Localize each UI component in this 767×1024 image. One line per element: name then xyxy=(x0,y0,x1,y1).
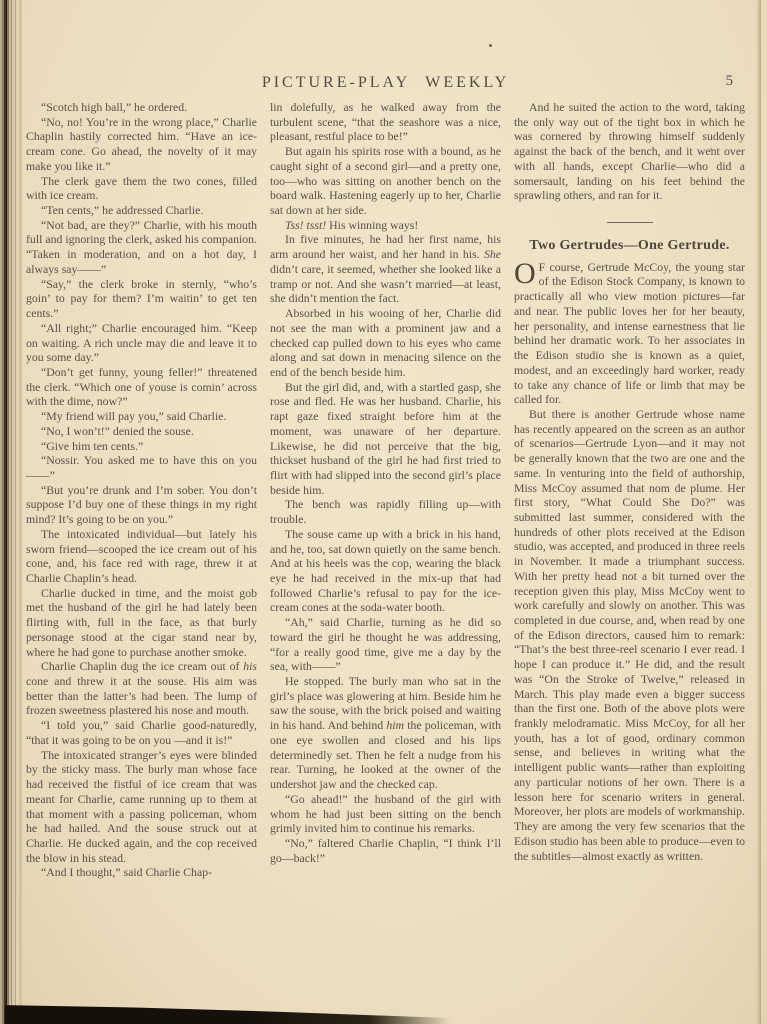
paragraph: The intoxicated individual—but lately his sworn friend—scooped the ice cream out of his cone, and, his face red with rage, threw it at Charlie Chaplin’s head. xyxy=(26,526,257,585)
paragraph: The bench was rapidly filling up—with trouble. xyxy=(270,497,501,527)
page-content xyxy=(26,0,745,880)
page-header xyxy=(26,0,745,100)
paragraph: But there is another Gertrude whose name has recently appeared on the screen as an author of scenarios—Gertrude Lyon—and it may not be generally known that the two are one and the same. In venturing into the field of authorship, Miss McCoy assumed that nom de plume. Her first story, “What Could She Do?” was submitted last summer, considered with the hundreds of other plots received at the Edison studio, was accepted, and produced in three reels in November. It made a triumphant success. With her pretty head not a bit turned over the reception given this play, Miss McCoy went to work carefully and slowly on another. This was completed in due course, and, when read by one of the Edison directors, caused him to remark: “That’s the best three-reel scenario I ever read. I hope I can produce it.” He did, and the result was “On the Stroke of Twelve,” released in March. This play made even a bigger success than the first one. Both of the above plots were frankly melodramatic. Miss McCoy, for all her youth, has a lot of good, ordinary common sense, and believes in writing what the intelligent public wants—rather than exploiting any particular notions of her own. There is a lesson here for scenario writers in general. Moreover, her plots are models of workmanship. They are among the very few scenarios that the Edison studio has been able to produce—even to the subtitles—almost exactly as written. xyxy=(514,406,745,863)
column-2 xyxy=(270,100,501,880)
text-columns xyxy=(26,100,745,880)
paragraph: The clerk gave them the two cones, filled with ice cream. xyxy=(26,173,257,203)
paragraph: Absorbed in his wooing of her, Charlie did not see the man with a prominent jaw and a checked cap pulled down to his eyes who came along and sat down in menacing silence on the end of the bench beside him. xyxy=(270,306,501,379)
paragraph: “Say,” the clerk broke in sternly, “who’s goin’ to pay for them? I’m waitin’ to get ten cents.” xyxy=(26,276,257,321)
paragraph: “Go ahead!” the husband of the girl with whom he had just been sitting on the bench grimly invited him to continue his remarks. xyxy=(270,791,501,836)
paragraph: The souse came up with a brick in his hand, and he, too, sat down quietly on the same bench. And at his heels was the cop, wearing the black eye he had received in the mix-up that had followed Charlie’s refusal to pay for the ice-cream cones at the soda-water booth. xyxy=(270,526,501,615)
scan-gutter-edge xyxy=(0,0,22,1024)
scan-bottom-edge xyxy=(5,1003,450,1024)
scan-right-edge xyxy=(756,0,761,1024)
section-divider xyxy=(607,222,653,223)
paragraph: “But you’re drunk and I’m sober. You don’t suppose I’d buy one of these things in my right mind? It’s going to be on you.” xyxy=(26,482,257,527)
paragraph: “My friend will pay you,” said Charlie. xyxy=(41,409,227,424)
column-1 xyxy=(26,100,257,880)
section-heading: Two Gertrudes—One Gertrude. xyxy=(529,238,730,254)
paragraph xyxy=(514,256,745,407)
dropcap-letter: O xyxy=(514,256,536,290)
paragraph: He stopped. The burly man who sat in the girl’s place was glowering at him. Beside him he saw the souse, with the brick poised and waiting in his hand. And behind him the policeman, with one eye swollen and closed and his lips determinedly set. Then he felt a nudge from his rear. Turning, he looked at the owner of the undershot jaw and the checked cap. xyxy=(270,674,501,792)
paragraph: But again his spirits rose with a bound, as he caught sight of a second girl—and a pretty one, too—who was sitting on another bench on the board walk. Hastening eagerly up to her, Charlie sat down at her side. xyxy=(270,144,501,218)
section-body xyxy=(514,407,745,863)
page-number: 5 xyxy=(725,73,733,89)
paragraph-text: F course, Gertrude McCoy, the young star of the Edison Stock Company, is known to practically all who view motion pictures—far and near. The public loves her for her beauty, her personality, and intense earnestness that lie behind her dramatic work. To her associates in the Edison studio she is known as a quiet, modest, and an exceedingly hard worker, ready to take any chance of life or limb that may be called for. xyxy=(514,259,745,407)
paragraph: “Don’t get funny, young feller!” threatened the clerk. “Which one of youse is comin’ across with the dime, now?” xyxy=(26,364,257,409)
paragraph: “Not bad, are they?” Charlie, with his mouth full and ignoring the clerk, asked his companion. “Taken in moderation, and on a hot day, I always say——” xyxy=(26,217,257,276)
paragraph: Charlie ducked in time, and the moist gob met the husband of the girl he had lately been flirting with, full in the face, as that burly personage stood at the cigar stand near by, where he had gone to purchase another smoke. xyxy=(26,585,257,659)
paragraph: “All right;” Charlie encouraged him. “Keep on waiting. A rich uncle may die and leave it to you some day.” xyxy=(26,320,257,365)
paragraph: “Ten cents,” he addressed Charlie. xyxy=(41,203,204,218)
paragraph: “No, no! You’re in the wrong place,” Charlie Chaplin hastily corrected him. “Have an ice-cream cone. Go ahead, the novelty of it may make you like it.” xyxy=(26,114,257,173)
paragraph: “I told you,” said Charlie good-naturedly, “that it was going to be on you —and it is!” xyxy=(26,718,257,747)
story-text xyxy=(26,100,257,880)
paragraph: “And I thought,” said Charlie Chap- xyxy=(41,865,213,880)
paragraph: The intoxicated stranger’s eyes were blinded by the sticky mass. The burly man whose face had received the fistful of ice cream that was meant for Charlie, came running up to them at that moment with a passing policeman, whom he had hailed. And the souse struck out at Charlie. He ducked again, and the cop received the blow in his stead. xyxy=(26,747,257,865)
paragraph: “Give him ten cents.” xyxy=(41,438,144,453)
paragraph: “No,” faltered Charlie Chaplin, “I think I’ll go—back!” xyxy=(270,835,501,865)
paragraph: “No, I won’t!” denied the souse. xyxy=(41,423,194,438)
paragraph: “Ah,” said Charlie, turning as he did so toward the girl he thought he was addressing, “for a really good time, give me a day by the sea, with——” xyxy=(270,615,501,674)
page-title: PICTURE-PLAY WEEKLY xyxy=(261,74,510,91)
paragraph: Tss! tsst! His winning ways! xyxy=(285,217,419,232)
paragraph: “Scotch high ball,” he ordered. xyxy=(41,100,188,114)
story-continuation xyxy=(514,100,745,203)
paragraph: In five minutes, he had her first name, his arm around her waist, and her hand in his. She didn’t care, it seemed, whether she looked like a tramp or not. And she wasn’t married—at least, she didn’t mention the fact. xyxy=(270,232,501,306)
paragraph: “Nossir. You asked me to have this on you——” xyxy=(26,453,257,482)
paragraph: Charlie Chaplin dug the ice cream out of his cone and threw it at the souse. His aim was better than the latter’s had been. The lump of frozen sweetness plastered his nose and mouth. xyxy=(26,659,257,718)
paragraph: lin dolefully, as he walked away from the turbulent scene, “that the seashore was a nice, pleasant, restful place to be!” xyxy=(270,100,501,144)
paragraph: But the girl did, and, with a startled gasp, she rose and fled. He was her husband. Charlie, his rapt gaze fixed straight before him at the moment, was unaware of her departure. Likewise, he did not perceive that the big, thickset husband of the girl he had first tried to flirt with had slipped into the second girl’s place beside him. xyxy=(270,379,501,497)
paragraph: And he suited the action to the word, taking the only way out of the tight box in which he was cornered by throwing himself suddenly against the back of the bench, and it went over with all hands, except Charlie—who did a somersault, landing on his feet behind the sprawling others, and ran for it. xyxy=(514,100,745,203)
story-text xyxy=(270,100,501,865)
column-3 xyxy=(514,100,745,880)
